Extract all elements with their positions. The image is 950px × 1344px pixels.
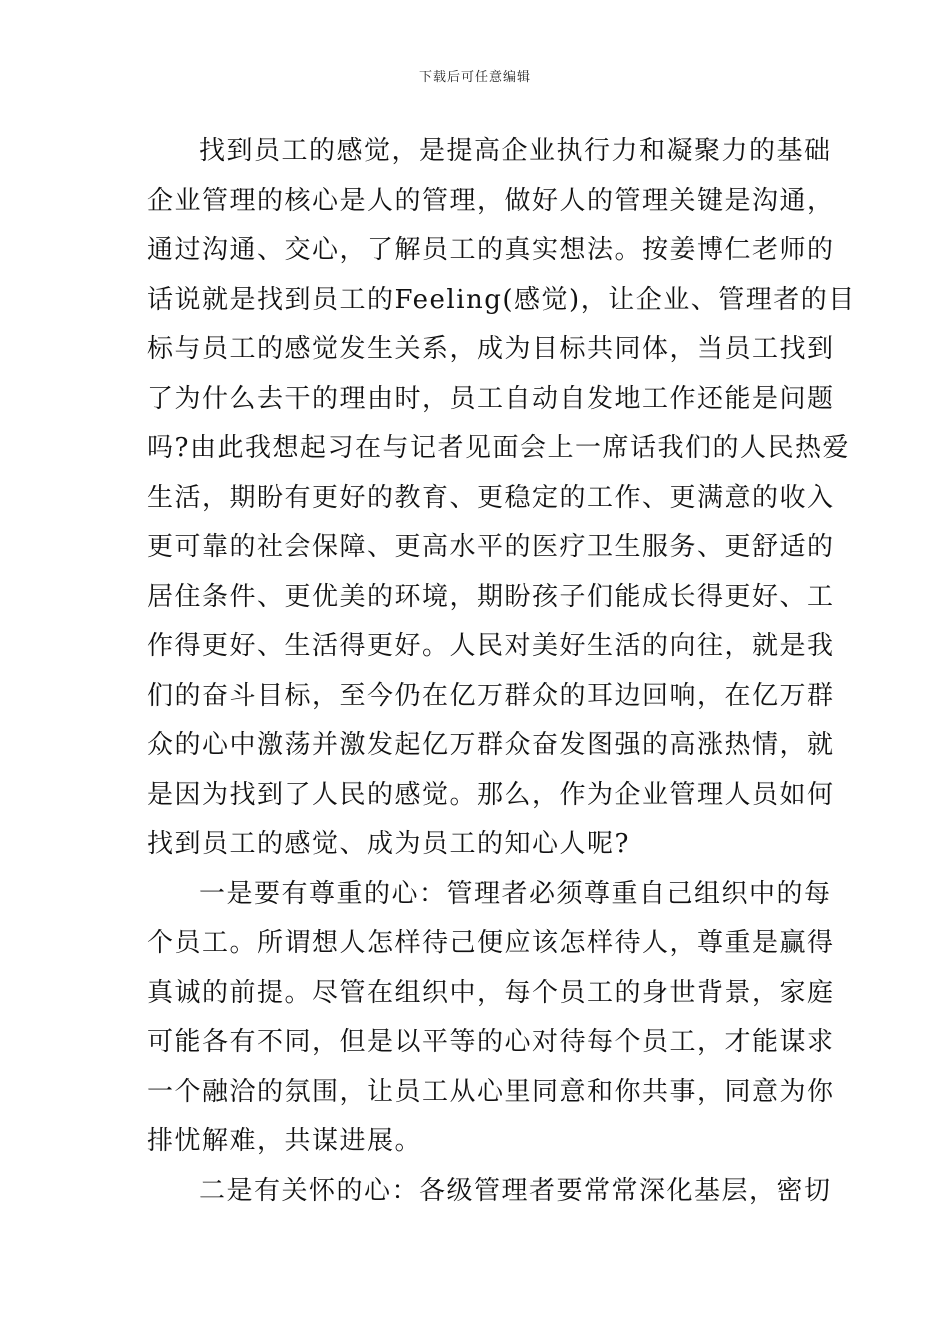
paragraph-1-line-5: 标与员工的感觉发生关系，成为目标共同体，当员工找到 [147, 334, 835, 364]
paragraph-1-line-2: 企业管理的核心是人的管理，做好人的管理关键是沟通， [147, 186, 835, 216]
paragraph-1-line-13: 众的心中激荡并激发起亿万群众奋发图强的高涨热情，就 [147, 730, 835, 760]
paragraph-1-line-6: 了为什么去干的理由时，员工自动自发地工作还能是问题 [147, 384, 835, 414]
paragraph-2-line-2: 个员工。所谓想人怎样待己便应该怎样待人，尊重是赢得 [147, 928, 835, 958]
paragraph-2-line-4: 可能各有不同，但是以平等的心对待每个员工，才能谋求 [147, 1027, 835, 1057]
paragraph-2-line-3: 真诚的前提。尽管在组织中，每个员工的身世背景，家庭 [147, 978, 835, 1008]
paragraph-1-line-9: 更可靠的社会保障、更高水平的医疗卫生服务、更舒适的 [147, 532, 835, 562]
header-note: 下载后可任意编辑 [418, 70, 531, 85]
paragraph-1-line-15: 找到员工的感觉、成为员工的知心人呢? [147, 829, 630, 859]
paragraph-1-line-7: 吗?由此我想起习在与记者见面会上一席话我们的人民热爱 [147, 433, 850, 463]
paragraph-1-line-4: 话说就是找到员工的Feeling(感觉)，让企业、管理者的目 [147, 285, 856, 315]
paragraph-2-line-5: 一个融洽的氛围，让员工从心里同意和你共事，同意为你 [147, 1077, 835, 1107]
paragraph-2-line-1: 一是要有尊重的心：管理者必须尊重自己组织中的每 [199, 879, 832, 909]
paragraph-1-line-8: 生活，期盼有更好的教育、更稳定的工作、更满意的收入 [147, 483, 835, 513]
paragraph-1-line-10: 居住条件、更优美的环境，期盼孩子们能成长得更好、工 [147, 582, 835, 612]
paragraph-1-line-1: 找到员工的感觉，是提高企业执行力和凝聚力的基础 [199, 136, 832, 166]
paragraph-1-line-12: 们的奋斗目标，至今仍在亿万群众的耳边回响，在亿万群 [147, 681, 835, 711]
paragraph-1-line-11: 作得更好、生活得更好。人民对美好生活的向往，就是我 [147, 631, 835, 661]
paragraph-1-line-14: 是因为找到了人民的感觉。那么，作为企业管理人员如何 [147, 780, 835, 810]
paragraph-2-line-6: 排忧解难，共谋进展。 [147, 1126, 423, 1156]
paragraph-1-line-3: 通过沟通、交心，了解员工的真实想法。按姜博仁老师的 [147, 235, 835, 265]
paragraph-3-line-1: 二是有关怀的心：各级管理者要常常深化基层，密切 [199, 1176, 832, 1206]
